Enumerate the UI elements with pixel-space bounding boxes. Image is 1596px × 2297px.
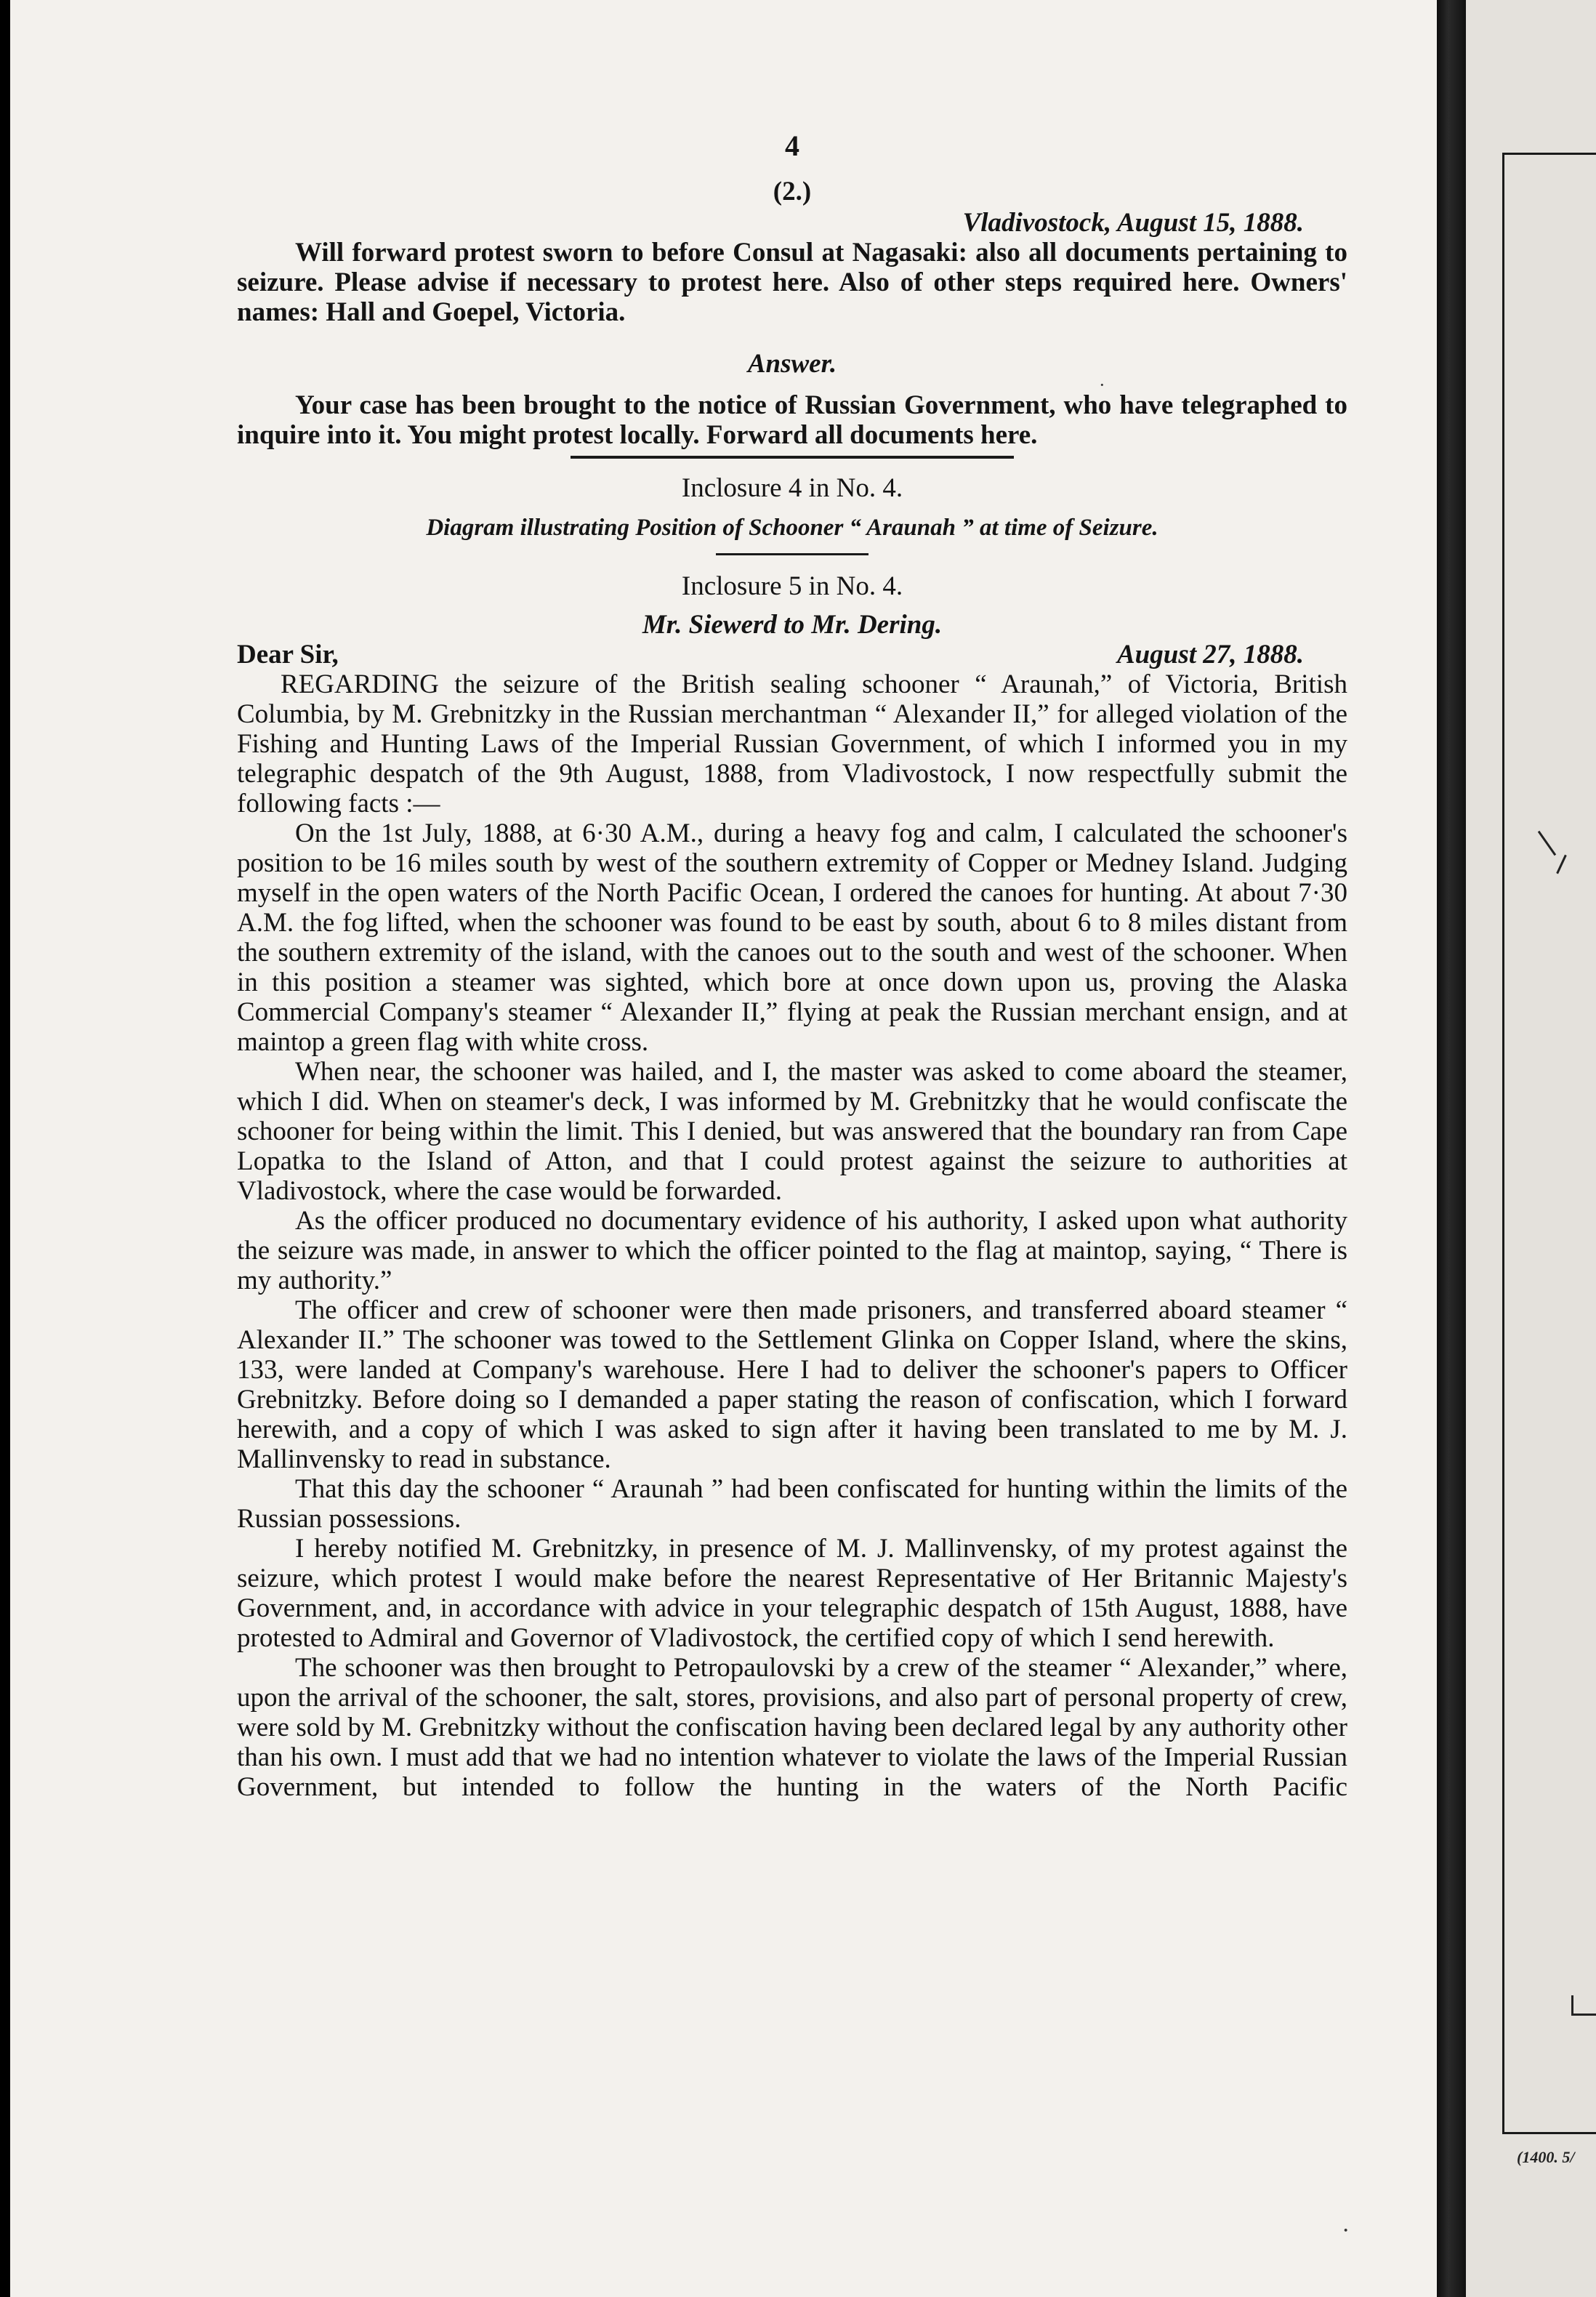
section-heading: (2.) [773,177,812,206]
letter-paragraph: The officer and crew of schooner were then made prisoners, and transferred aboard steamer “ Alexander II.” The schooner was towed to the Settlement Glinka on Copper Island, where the skins, 133, were landed at Company's warehouse. Here I had to deliver the schooner's papers to Officer Grebnitzky. Before doing so I demanded a paper stating the reason of confiscation, which I forward herewith, and a copy of which I was asked to sign after it having been translated to me by M. J. Mallinvensky to read in substance. [237,1295,1347,1474]
inclosure4-caption: Diagram illustrating Position of Schooner “ Araunah ” at time of Seizure. [426,515,1158,541]
answer-heading: Answer. [747,349,837,379]
adjacent-page-frame [1502,153,1596,2134]
page-number: 4 [785,129,799,162]
letter-paragraph: That this day the schooner “ Araunah ” had been confiscated for hunting within the limits of the Russian possessions. [237,1474,1347,1534]
adjacent-page-caption: (1400. 5/ [1517,2148,1575,2166]
binding-gutter [1437,0,1466,2297]
stray-mark: · [1099,374,1105,395]
letter-paragraph: REGARDING the seizure of the British sealing schooner “ Araunah,” of Victoria, British Columbia, by M. Grebnitzky in the Russian merchantman “ Alexander II,” for alleged violation of the Fishing and Hunting Laws of the Imperial Russian Government, of which I informed you in my telegraphic despatch of the 9th August, 1888, from Vladivostock, I now respectfully submit the following facts :— [237,669,1347,818]
letter-paragraph: When near, the schooner was hailed, and I, the master was asked to come aboard the steamer, which I did. When on steamer's deck, I was informed by M. Grebnitzky that he would confiscate the schooner for being within the limit. This I denied, but was answered that the boundary ran from Cape Lopatka to the Island of Atton, and that I could protest against the seizure to authorities at Vladivostock, where the case would be forwarded. [237,1057,1347,1206]
stray-mark: · [1342,2217,1350,2244]
inclosure4-heading: Inclosure 4 in No. 4. [681,473,903,503]
adjacent-diagram-scale [1571,2014,1596,2016]
letter-paragraph: As the officer produced no documentary evidence of his authority, I asked upon what authority the seizure was made, in answer to which the officer pointed to the flag at maintop, saying, “ There is my authority.” [237,1206,1347,1295]
document-page [10,0,1437,2297]
letter-header [237,640,1347,669]
answer-text: Your case has been brought to the notice of Russian Government, who have telegraphed to inquire into it. You might protest locally. Forward all documents here. [237,390,1347,450]
adjacent-page-edge [1466,0,1596,2297]
section-divider [571,456,1014,459]
dateline: Vladivostock, August 15, 1888. [962,208,1304,238]
letter-paragraph: The schooner was then brought to Petropaulovski by a crew of the steamer “ Alexander,” where, upon the arrival of the schooner, the salt, stores, provisions, and also part of personal property of crew, were sold by M. Grebnitzky without the confiscation having been declared legal by any authority other than his own. I must add that we had no intention whatever to violate the laws of the Imperial Russian Government, but intended to follow the hunting in the waters of the North Pacific [237,1653,1347,1802]
telegram-message: Will forward protest sworn to before Consul at Nagasaki: also all documents pertaining to seizure. Please advise if necessary to protest here. Also of other steps required here. Owners' names: Hall and Goepel, Victoria. [237,238,1347,327]
text-column [237,131,1347,1802]
letter-paragraph: I hereby notified M. Grebnitzky, in presence of M. J. Mallinvensky, of my protest against the seizure, which protest I would make before the nearest Representative of Her Britannic Majesty's Government, and, in accordance with advice in your telegraphic despatch of 15th August, 1888, have protested to Admiral and Governor of Vladivostock, the certified copy of which I send herewith. [237,1534,1347,1653]
letter-date: August 27, 1888. [1116,640,1304,669]
inclosure5-heading: Inclosure 5 in No. 4. [681,571,903,601]
caption-divider [716,553,868,555]
inclosure5-subheading: Mr. Siewerd to Mr. Dering. [642,610,943,640]
salutation: Dear Sir, [237,640,339,669]
adjacent-diagram-scale [1571,1995,1573,2016]
letter-paragraph: On the 1st July, 1888, at 6·30 A.M., during a heavy fog and calm, I calculated the schooner's position to be 16 miles south by west of the southern extremity of Copper or Medney Island. Judging myself in the open waters of the North Pacific Ocean, I ordered the canoes for hunting. At about 7·30 A.M. the fog lifted, when the schooner was found to be east by south, about 6 to 8 miles distant from the southern extremity of the island, with the canoes out to the south and west of the schooner. When in this position a steamer was sighted, which bore at once down upon us, proving the Alaska Commercial Company's steamer “ Alexander II,” flying at peak the Russian merchant ensign, and at maintop a green flag with white cross. [237,818,1347,1057]
